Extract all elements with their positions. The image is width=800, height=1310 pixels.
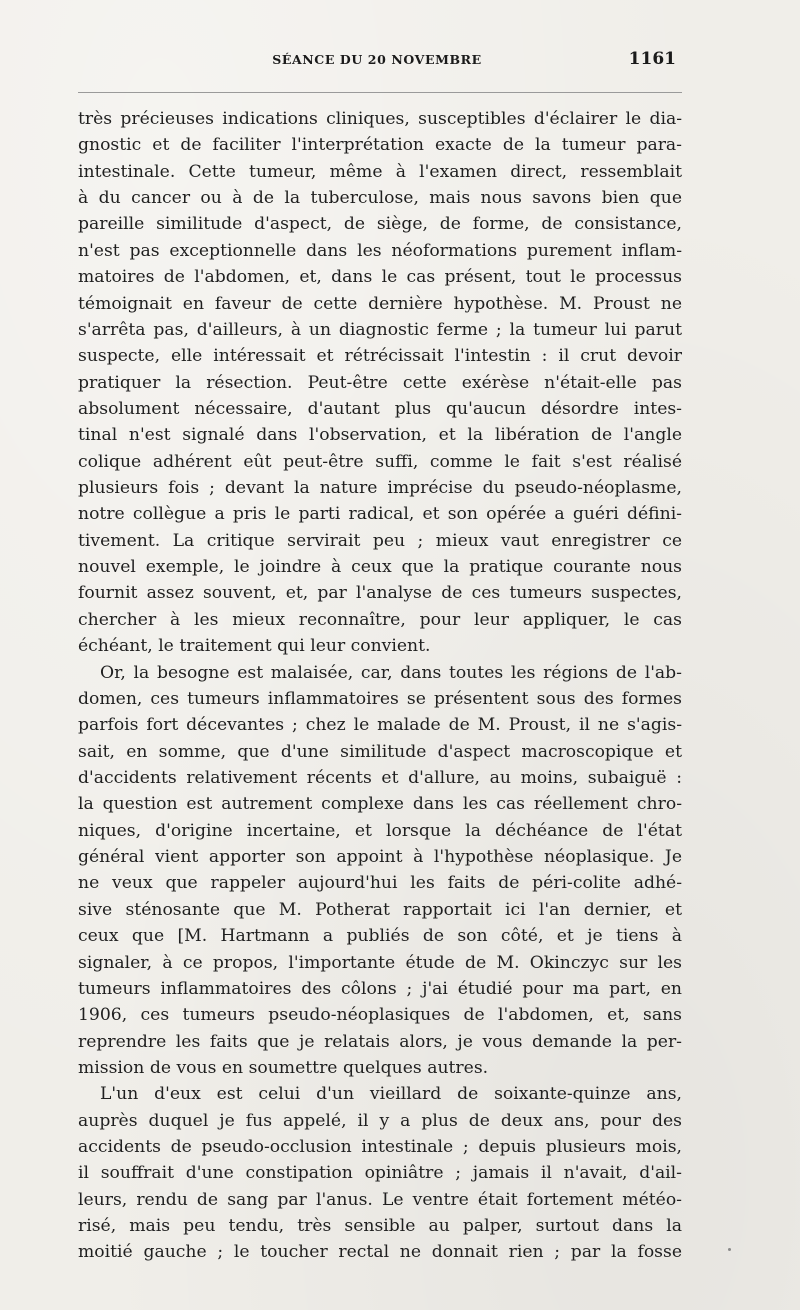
text-line: pareille similitude d'aspect, de siège, de forme, de consistance,: [78, 214, 682, 235]
text-line: niques, d'origine incertaine, et lorsque la déchéance de l'état: [78, 820, 682, 841]
text-line: absolument nécessaire, d'autant plus qu'aucun désordre intes-: [78, 398, 682, 419]
text-line: tivement. La critique servirait peu ; mieux vaut enregistrer ce: [78, 530, 682, 551]
text-line: parfois fort décevantes ; chez le malade de M. Proust, il ne s'agis-: [78, 715, 682, 736]
text-line: ne veux que rappeler aujourd'hui les faits de péri-colite adhé-: [78, 873, 682, 894]
text-line: sive sténosante que M. Potherat rapportait ici l'an dernier, et: [78, 899, 682, 920]
text-line: intestinale. Cette tumeur, même à l'examen direct, ressemblait: [78, 161, 682, 182]
text-line: moitié gauche ; le toucher rectal ne donnait rien ; par la fosse: [78, 1242, 682, 1263]
text-line: n'est pas exceptionnelle dans les néoformations purement inflam-: [78, 240, 682, 261]
text-line: Or, la besogne est malaisée, car, dans toutes les régions de l'ab-: [100, 662, 682, 683]
text-line: notre collègue a pris le parti radical, et son opérée a guéri défini-: [78, 504, 682, 525]
text-line: 1906, ces tumeurs pseudo-néoplasiques de l'abdomen, et, sans: [78, 1005, 682, 1026]
text-line: mission de vous en soumettre quelques autres.: [78, 1057, 489, 1078]
text-line: très précieuses indications cliniques, susceptibles d'éclairer le dia-: [78, 109, 682, 129]
text-line: suspecte, elle intéressait et rétrécissait l'intestin : il crut devoir: [78, 346, 682, 367]
text-line: la question est autrement complexe dans les cas réellement chro-: [78, 794, 682, 815]
text-line: leurs, rendu de sang par l'anus. Le ventre était fortement météo-: [78, 1189, 682, 1210]
text-line: tinal n'est signalé dans l'observation, et la libération de l'angle: [78, 425, 682, 446]
body-text: [78, 106, 682, 1266]
text-line: matoires de l'abdomen, et, dans le cas présent, tout le processus: [78, 267, 682, 288]
text-line: chercher à les mieux reconnaître, pour leur appliquer, le cas: [78, 609, 682, 630]
text-line: échéant, le traitement qui leur convient.: [78, 636, 431, 657]
text-line: nouvel exemple, le joindre à ceux que la pratique courante nous: [78, 557, 682, 578]
header-rule: [78, 92, 682, 93]
page-number: 1161: [628, 49, 676, 69]
text-line: tumeurs inflammatoires des côlons ; j'ai étudié pour ma part, en: [78, 978, 682, 999]
paper-speck: [728, 1248, 731, 1251]
text-line: général vient apporter son appoint à l'hypothèse néoplasique. Je: [78, 847, 682, 868]
running-head: SÉANCE DU 20 NOVEMBRE: [272, 52, 482, 67]
text-line: ceux que [M. Hartmann a publiés de son côté, et je tiens à: [78, 926, 682, 947]
text-line: pratiquer la résection. Peut-être cette exérèse n'était-elle pas: [78, 372, 682, 393]
text-line: s'arrêta pas, d'ailleurs, à un diagnostic ferme ; la tumeur lui parut: [78, 319, 682, 340]
text-line: à du cancer ou à de la tuberculose, mais nous savons bien que: [78, 188, 682, 209]
text-line: colique adhérent eût peut-être suffi, comme le fait s'est réalisé: [78, 451, 682, 472]
text-line: fournit assez souvent, et, par l'analyse de ces tumeurs suspectes,: [78, 583, 682, 604]
text-line: risé, mais peu tendu, très sensible au palper, surtout dans la: [78, 1216, 682, 1237]
page-header: [78, 49, 676, 73]
text-line: sait, en somme, que d'une similitude d'aspect macroscopique et: [78, 741, 682, 762]
text-line: signaler, à ce propos, l'importante étude de M. Okinczyc sur les: [78, 952, 682, 973]
text-line: d'accidents relativement récents et d'allure, au moins, subaiguë :: [78, 767, 682, 788]
text-line: L'un d'eux est celui d'un vieillard de soixante-quinze ans,: [100, 1084, 682, 1105]
text-line: domen, ces tumeurs inflammatoires se présentent sous des formes: [78, 688, 682, 709]
text-line: plusieurs fois ; devant la nature imprécise du pseudo-néoplasme,: [78, 478, 682, 499]
text-line: accidents de pseudo-occlusion intestinale ; depuis plusieurs mois,: [78, 1137, 682, 1158]
text-line: témoignait en faveur de cette dernière hypothèse. M. Proust ne: [78, 293, 682, 314]
text-line: reprendre les faits que je relatais alors, je vous demande la per-: [78, 1031, 682, 1052]
text-line: gnostic et de faciliter l'interprétation exacte de la tumeur para-: [78, 135, 682, 156]
text-line: auprès duquel je fus appelé, il y a plus de deux ans, pour des: [78, 1110, 682, 1131]
text-line: il souffrait d'une constipation opiniâtre ; jamais il n'avait, d'ail-: [78, 1163, 682, 1184]
